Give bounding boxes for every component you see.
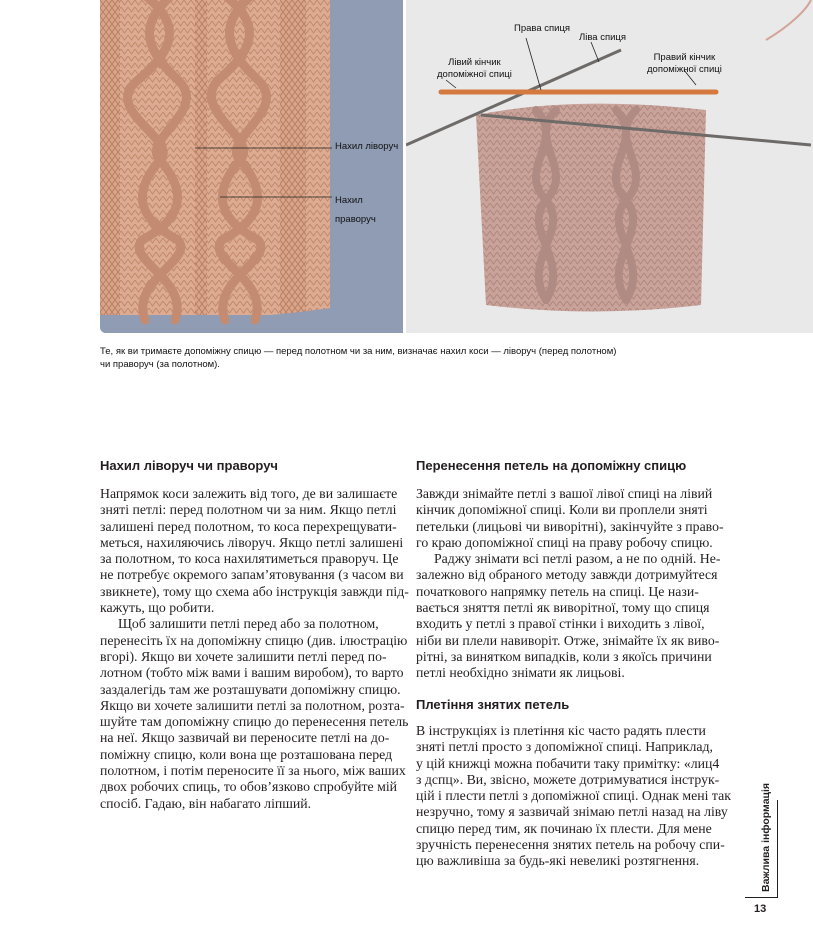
paragraph: Напрямок коси залежить від того, де ви залишаєте зняті петлі: перед полотном чи за ним. Якщо петлі залишені перед полотном, то коса перехрещувати- меться, нахиляючись ліворуч. Якщо петлі залишені за полотном, то коса нахилятиметься праворуч. Це не потребує окремого запам’ятовування (з часом ви звикнете), тому що схема або інструкція завжди під- кажуть, що робити. [100,486,409,616]
side-tab-label: Важлива інформація [760,782,772,892]
page-number-rule [745,897,778,898]
paragraph: В інструкціях із плетіння кіс часто радять плести зняті петлі просто з допоміжної спиці. Наприклад, у цій книжці можна побачити таку примітку: «лиц4 з дспц». Ви, звісно, можете дотримуватися інструк- цій і плести петлі з допоміжної спиці. Однак мені так незручно, тому я зазвичай знімаю петлі назад на ліву спицю перед тим, як починаю їх плести. Для мене зручність перенесення знятих петель на робочу спи- цю важливіша за будь-які невеликі розтягнення. [416,723,731,869]
label-left-cross: Нахил ліворуч [335,141,399,152]
label-left-needle: Ліва спиця [579,32,626,43]
figure-caption: Те, як ви тримаєте допоміжну спицю — перед полотном чи за ним, визначає нахил коси — ліворуч (перед полотном) чи праворуч (за полотном). [100,346,617,370]
section-heading-cable-direction: Нахил ліворуч чи праворуч [100,458,278,473]
cable-swatch-photo-left [100,0,403,333]
label-right-cross: Нахил праворуч [335,195,376,225]
cable-swatch-illustration-left [100,0,403,333]
cable-needle-illustration [406,0,813,333]
page-number: 13 [754,903,767,915]
cable-swatch-photo-right [406,0,813,333]
label-cn-left-end: Лівий кінчик допоміжної спиці [437,57,512,80]
left-column-text [100,486,409,812]
right-column-text-2 [416,723,731,870]
label-cn-right-end: Правий кінчик допоміжної спиці [647,52,722,75]
section-heading-knitting-slipped: Плетіння знятих петель [416,697,570,712]
paragraph: Завжди знімайте петлі з вашої лівої спиці на лівий кінчик допоміжної спиці. Коли ви проплели зняті петельки (лицьові чи виворітні), закінчуйте з право- го краю допоміжної спиці на праву робочу спицю. [416,486,724,550]
paragraph: Раджу знімати всі петлі разом, а не по одній. Не- залежно від обраного методу завжди дотримуйтеся початкового напрямку петель на спиці. Це нази- вається зняття петлі як виворітної, тому що спиця входить у петлі з правої стінки і виходить з лівої, ніби ви плели навиворіт. Отже, знімайте їх як виво- рітні, за винятком випадків, коли з якоїсь причини петлі необхідно знімати як лицьові. [416,551,721,681]
section-side-tab [747,782,778,897]
right-column-text-1 [416,486,724,682]
paragraph: Щоб залишити петлі перед або за полотном, перенесіть їх на допоміжну спицю (див. ілюстрацію вгорі). Якщо ви хочете залишити петлі перед по- лотном (тобто між вами і вашим виробом), то варто заздалегідь там же розташувати допоміжну спицю. Якщо ви хочете залишити петлі за полотном, розта- шуйте там допоміжну спицю до перенесення петель на неї. Якщо зазвичай ви переносите петлі на до- поміжну спицю, коли вона ще розташована перед полотном, і потім переносите її за нього, між ваших двох робочих спиць, то обов’язково спробуйте мій спосіб. Гадаю, він набагато ліпший. [100,616,409,811]
label-right-needle: Права спиця [514,23,571,34]
section-heading-transfer: Перенесення петель на допоміжну спицю [416,458,687,473]
